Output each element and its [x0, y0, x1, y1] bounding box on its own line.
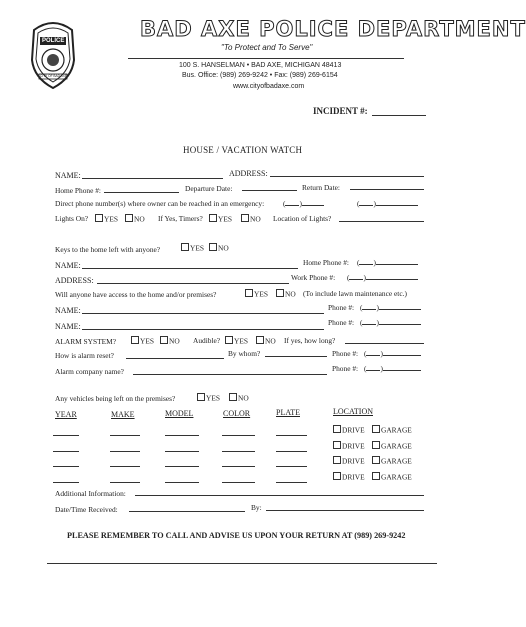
audible-yes-label: YES [234, 336, 248, 346]
access-name-2-label: NAME: [55, 322, 81, 331]
direct-phone-field-2[interactable]: ( ) [357, 198, 418, 208]
department-title: BAD AXE POLICE DEPARTMENT [140, 17, 526, 41]
lights-no-label: NO [134, 214, 145, 224]
departure-date-label: Departure Date: [185, 184, 233, 193]
additional-info-field[interactable] [135, 495, 424, 496]
vehicles-question: Any vehicles being left on the premises? [55, 394, 176, 403]
timers-no-label: NO [250, 214, 261, 224]
vehicle-row-3-garage-checkbox[interactable] [369, 456, 412, 466]
alarm-reset-field[interactable] [126, 358, 224, 359]
access-yes-checkbox[interactable] [242, 289, 268, 299]
vehicles-yes-label: YES [206, 393, 220, 403]
footer-notice: PLEASE REMEMBER TO CALL AND ADVISE US UPON YOUR RETURN AT (989) 269-9242 [67, 531, 406, 540]
lights-yes-label: YES [104, 214, 118, 224]
by-field[interactable] [266, 510, 424, 511]
vehicle-row-2-make-field[interactable] [110, 451, 140, 452]
alarm-system-label: ALARM SYSTEM? [55, 337, 116, 346]
access-phone-2-label: Phone #: [328, 318, 355, 327]
return-date-label: Return Date: [302, 183, 340, 192]
vehicle-row-2-garage-checkbox[interactable] [369, 441, 412, 451]
incident-field[interactable] [372, 115, 426, 116]
alarm-no-checkbox[interactable] [157, 336, 180, 346]
vehicle-row-4-make-field[interactable] [110, 482, 140, 483]
location-lights-label: Location of Lights? [273, 214, 332, 223]
departure-date-field[interactable] [242, 190, 297, 191]
received-label: Date/Time Received: [55, 505, 118, 514]
keys-name-label: NAME: [55, 261, 81, 270]
drive-label: DRIVE [342, 456, 365, 466]
vehicle-row-4-year-field[interactable] [53, 482, 79, 483]
owner-address-field[interactable] [270, 176, 424, 177]
alarm-phone-1-label: Phone #: [332, 349, 359, 358]
lights-no-checkbox[interactable] [122, 214, 145, 224]
vehicle-row-4-garage-checkbox[interactable] [369, 472, 412, 482]
vehicle-row-1-garage-checkbox[interactable] [369, 425, 412, 435]
keys-work-phone-field[interactable]: ( ) [347, 272, 418, 282]
vehicle-row-3-model-field[interactable] [165, 466, 199, 467]
keys-work-phone-label: Work Phone #: [291, 273, 336, 282]
department-website: www.cityofbadaxe.com [233, 83, 305, 90]
form-title: HOUSE / VACATION WATCH [183, 145, 303, 155]
vehicle-row-4-model-field[interactable] [165, 482, 199, 483]
alarm-phone-2-field[interactable]: ( ) [364, 363, 421, 373]
owner-address-label: ADDRESS: [229, 169, 268, 178]
vehicle-row-1-color-field[interactable] [222, 435, 255, 436]
alarm-yes-checkbox[interactable] [128, 336, 154, 346]
additional-info-label: Additional Information: [55, 489, 126, 498]
keys-home-phone-field[interactable]: ( ) [357, 257, 418, 267]
timers-no-checkbox[interactable] [238, 214, 261, 224]
alarm-whom-field[interactable] [265, 356, 327, 357]
lights-yes-checkbox[interactable] [92, 214, 118, 224]
alarm-phone-1-field[interactable]: ( ) [364, 348, 421, 358]
badge-bottom-text: CITY OF BAD AXE [40, 74, 68, 78]
access-no-label: NO [285, 289, 296, 299]
keys-no-checkbox[interactable] [206, 243, 229, 253]
alarm-how-long-label: If yes, how long? [284, 336, 336, 345]
garage-label: GARAGE [381, 425, 412, 435]
police-badge-logo [28, 20, 78, 90]
vehicles-yes-checkbox[interactable] [194, 393, 220, 403]
access-no-checkbox[interactable] [273, 289, 296, 299]
timers-label: If Yes, Timers? [158, 214, 203, 223]
access-phone-1-field[interactable]: ( ) [360, 302, 421, 312]
access-question: Will anyone have access to the home and/or premises? [55, 290, 217, 299]
keys-question: Keys to the home left with anyone? [55, 245, 161, 254]
alarm-company-field[interactable] [133, 374, 327, 375]
alarm-company-label: Alarm company name? [55, 367, 124, 376]
vehicle-row-2-model-field[interactable] [165, 451, 199, 452]
vehicle-row-4-drive-checkbox[interactable] [330, 472, 365, 482]
audible-label: Audible? [193, 336, 221, 345]
alarm-how-long-field[interactable] [345, 343, 424, 344]
vehicle-row-2-plate-field[interactable] [276, 451, 307, 452]
col-header-year: YEAR [55, 410, 77, 419]
alarm-phone-2-label: Phone #: [332, 364, 359, 373]
access-note: (To include lawn maintenance etc.) [303, 289, 407, 298]
audible-yes-checkbox[interactable] [222, 336, 248, 346]
access-name-2-field[interactable] [82, 329, 324, 330]
drive-label: DRIVE [342, 425, 365, 435]
keys-no-label: NO [218, 243, 229, 253]
access-yes-label: YES [254, 289, 268, 299]
alarm-yes-label: YES [140, 336, 154, 346]
vehicle-row-3-drive-checkbox[interactable] [330, 456, 365, 466]
return-date-field[interactable] [350, 189, 424, 190]
drive-label: DRIVE [342, 441, 365, 450]
direct-phone-field-1[interactable]: ( ) [283, 198, 324, 208]
vehicle-row-3-color-field[interactable] [222, 466, 255, 467]
department-phones: Bus. Office: (989) 269-9242 • Fax: (989) 269-6154 [182, 72, 338, 79]
header-divider [128, 58, 404, 59]
vehicle-row-4-color-field[interactable] [222, 482, 255, 483]
vehicle-row-3-plate-field[interactable] [276, 466, 307, 467]
vehicle-row-4-plate-field[interactable] [276, 482, 307, 483]
access-name-1-field[interactable] [82, 313, 324, 314]
incident-label: INCIDENT #: [313, 106, 368, 116]
garage-label: GARAGE [381, 441, 412, 450]
vehicles-no-label: NO [238, 393, 249, 403]
col-header-location: LOCATION [333, 407, 373, 416]
keys-yes-label: YES [190, 243, 204, 253]
location-lights-field[interactable] [339, 221, 424, 222]
col-header-plate: PLATE [276, 408, 300, 417]
department-address: 100 S. HANSELMAN • BAD AXE, MICHIGAN 48413 [179, 62, 342, 69]
vehicle-row-1-plate-field[interactable] [276, 435, 307, 436]
badge-top-text: POLICE [42, 38, 65, 44]
owner-name-label: NAME: [55, 171, 81, 180]
vehicle-row-1-model-field[interactable] [165, 435, 199, 436]
vehicle-row-1-make-field[interactable] [110, 435, 140, 436]
department-motto: "To Protect and To Serve" [221, 43, 313, 52]
vehicles-no-checkbox[interactable] [226, 393, 249, 403]
col-header-model: MODEL [165, 409, 194, 418]
keys-address-label: ADDRESS: [55, 276, 94, 285]
keys-home-phone-label: Home Phone #: [303, 258, 349, 267]
timers-yes-checkbox[interactable] [206, 214, 232, 224]
vehicle-row-3-year-field[interactable] [53, 466, 79, 467]
keys-address-field[interactable] [97, 283, 289, 284]
vehicle-row-1-drive-checkbox[interactable] [330, 425, 365, 435]
bottom-rule [47, 563, 437, 564]
col-header-color: COLOR [223, 409, 251, 418]
vehicle-row-3-make-field[interactable] [110, 466, 140, 467]
garage-label: GARAGE [381, 472, 412, 481]
access-phone-2-field[interactable]: ( ) [360, 317, 421, 327]
audible-no-checkbox[interactable] [253, 336, 276, 346]
access-phone-1-label: Phone #: [328, 303, 355, 312]
owner-home-phone-field[interactable] [104, 192, 179, 193]
keys-name-field[interactable] [82, 268, 298, 269]
vehicle-row-2-drive-checkbox[interactable] [330, 441, 365, 451]
owner-name-field[interactable] [82, 178, 223, 179]
garage-label: GARAGE [381, 456, 412, 466]
vehicle-row-2-year-field[interactable] [53, 451, 79, 452]
timers-yes-label: YES [218, 214, 232, 224]
col-header-make: MAKE [111, 410, 135, 419]
alarm-no-label: NO [169, 336, 180, 346]
audible-no-label: NO [265, 336, 276, 346]
received-field[interactable] [129, 511, 245, 512]
by-label: By: [251, 503, 262, 512]
alarm-reset-label: How is alarm reset? [55, 351, 114, 360]
access-name-1-label: NAME: [55, 306, 81, 315]
alarm-whom-label: By whom? [228, 349, 261, 358]
keys-yes-checkbox[interactable] [178, 243, 204, 253]
owner-home-phone-label: Home Phone #: [55, 186, 101, 195]
direct-phone-label: Direct phone number(s) where owner can be reached in an emergency: [55, 199, 265, 208]
vehicle-row-2-color-field[interactable] [222, 451, 255, 452]
drive-label: DRIVE [342, 472, 365, 481]
lights-on-label: Lights On? [55, 214, 89, 223]
vehicle-row-1-year-field[interactable] [53, 435, 79, 436]
